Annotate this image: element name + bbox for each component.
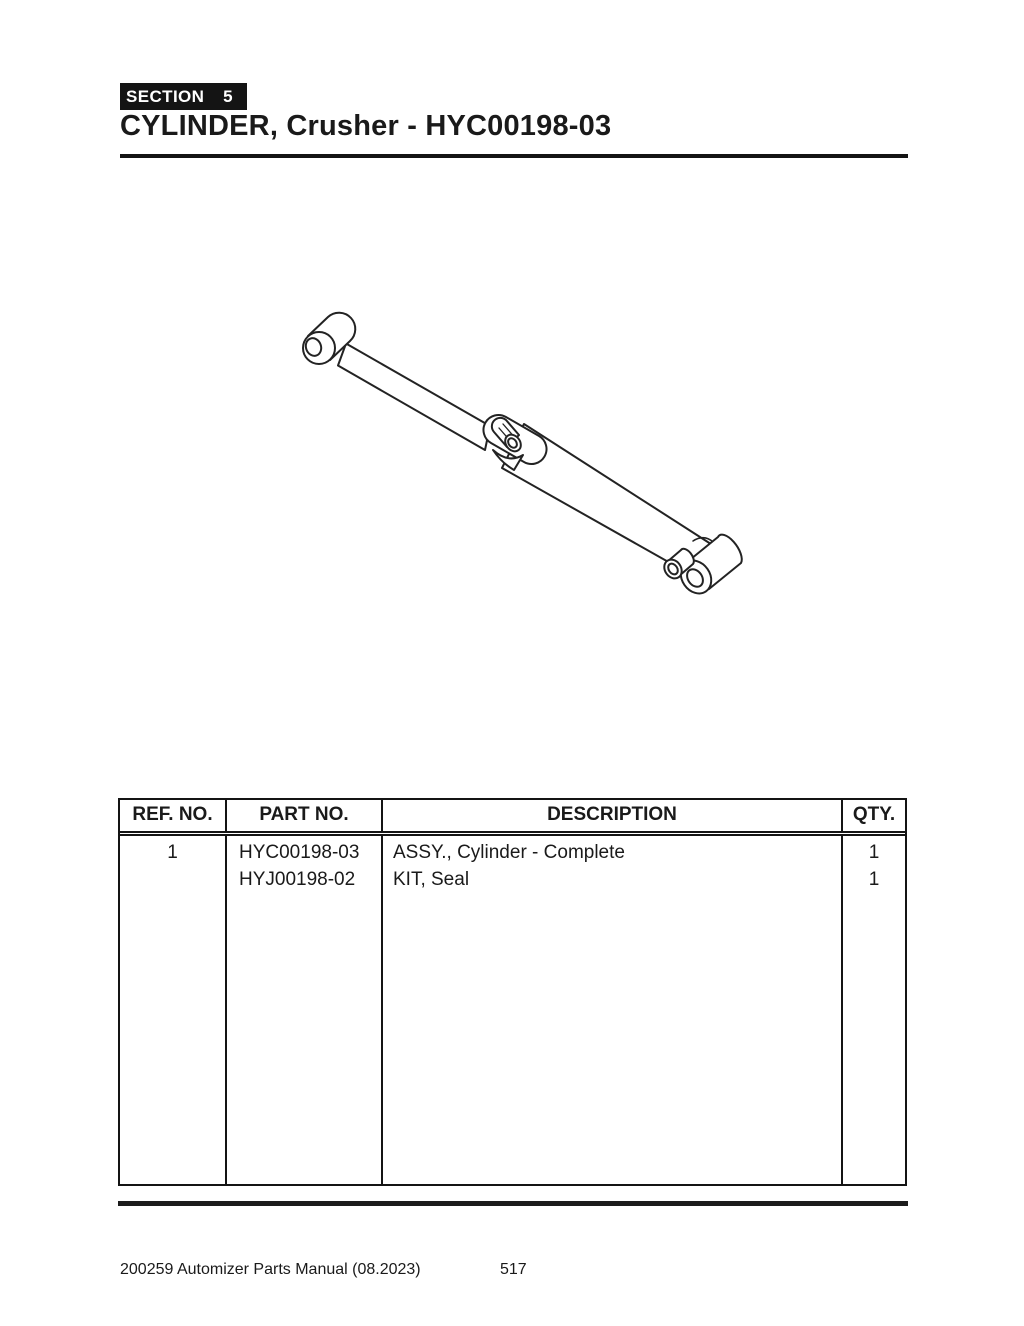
cell-part-no-row2: HYJ00198-02 — [239, 869, 356, 890]
parts-table — [118, 798, 907, 1186]
parts-table-header-row — [120, 800, 905, 836]
parts-table-body — [120, 836, 905, 1184]
cell-part-no-row1: HYC00198-03 — [239, 842, 360, 863]
section-label: SECTION — [126, 87, 205, 106]
title-rule — [120, 154, 908, 158]
column-header-ref-no: REF. NO. — [120, 800, 227, 831]
footer-manual-info: 200259 Automizer Parts Manual (08.2023) — [120, 1261, 421, 1278]
figure-container — [280, 300, 760, 610]
description-column — [383, 836, 843, 1184]
cell-description-row1: ASSY., Cylinder - Complete — [393, 842, 625, 863]
column-header-qty: QTY. — [852, 804, 896, 825]
column-header-part-no: PART NO. — [227, 800, 383, 831]
qty-column — [843, 836, 905, 1184]
cell-description-row2: KIT, Seal — [393, 869, 470, 890]
ref-no-column — [120, 836, 227, 1184]
footer-rule — [118, 1201, 908, 1206]
column-header-description: DESCRIPTION — [383, 800, 843, 831]
section-number: 5 — [223, 87, 233, 106]
section-badge — [120, 83, 247, 110]
cylinder-line-drawing-icon — [280, 300, 760, 610]
cell-qty-row1: 1 — [868, 842, 880, 863]
footer-page-number: 517 — [500, 1261, 527, 1278]
cell-qty-row2: 1 — [868, 869, 880, 890]
page-title: CYLINDER, Crusher - HYC00198-03 — [120, 110, 612, 142]
cell-ref-no-row1: 1 — [167, 842, 178, 863]
part-no-column — [227, 836, 383, 1184]
